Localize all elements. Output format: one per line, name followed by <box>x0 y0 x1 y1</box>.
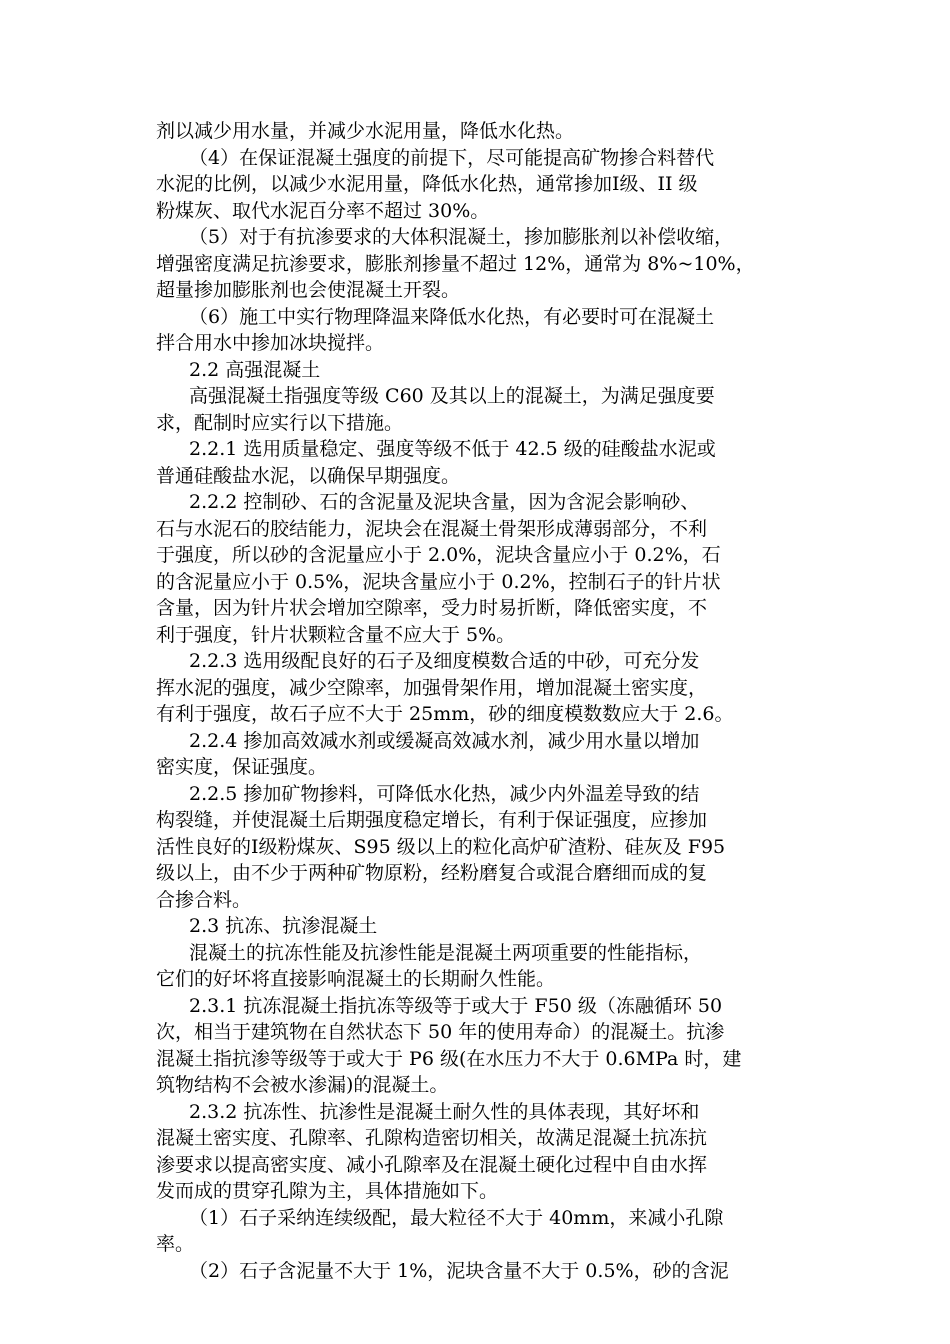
text-line: 2.2.1 选用质量稳定、强度等级不低于 42.5 级的硅酸盐水泥或 <box>189 438 716 460</box>
text-line: 粉煤灰、取代水泥百分率不超过 30%。 <box>156 199 490 222</box>
text-line: （5）对于有抗渗要求的大体积混凝土，掺加膨胀剂以补偿收缩， <box>189 226 734 248</box>
text-line: 混凝土的抗冻性能及抗渗性能是混凝土两项重要的性能指标， <box>189 941 703 964</box>
text-line: 活性良好的Ⅰ级粉煤灰、S95 级以上的粒化高炉矿渣粉、硅灰及 F95 <box>156 835 726 858</box>
text-line: （2）石子含泥量不大于 1%，泥块含量不大于 0.5%，砂的含泥 <box>189 1259 729 1282</box>
text-line: 混凝土密实度、孔隙率、孔隙构造密切相关，故满足混凝土抗冻抗 <box>156 1127 708 1149</box>
text-line: 合掺合料。 <box>156 888 252 911</box>
text-line: 求，配制时应实行以下措施。 <box>156 411 404 434</box>
text-line: 2.2.4 掺加高效减水剂或缓凝高效减水剂，减少用水量以增加 <box>189 729 700 752</box>
text-line: 它们的好坏将直接影响混凝土的长期耐久性能。 <box>156 968 556 990</box>
text-line: 密实度，保证强度。 <box>156 756 328 778</box>
text-line: 2.2.5 掺加矿物掺料，可降低水化热，减少内外温差导致的结 <box>189 782 700 805</box>
text-line: 利于强度，针片状颗粒含量不应大于 5%。 <box>156 623 516 646</box>
text-line: 普通硅酸盐水泥，以确保早期强度。 <box>156 464 461 487</box>
text-line: 超量掺加膨胀剂也会使混凝土开裂。 <box>156 279 461 301</box>
text-line: 2.2 高强混凝土 <box>189 358 321 381</box>
text-line: 发而成的贯穿孔隙为主，具体措施如下。 <box>156 1180 499 1202</box>
text-line: 次，相当于建筑物在自然状态下 50 年的使用寿命）的混凝土。抗渗 <box>156 1021 725 1043</box>
text-line: 有利于强度，故石子应不大于 25mm，砂的细度模数数应大于 2.6。 <box>156 703 734 725</box>
text-line: 2.2.2 控制砂、石的含泥量及泥块含量，因为含泥会影响砂、 <box>189 491 700 513</box>
text-line: 渗要求以提高密实度、减小孔隙率及在混凝土硬化过程中自由水挥 <box>156 1153 708 1176</box>
text-line: 混凝土指抗渗等级等于或大于 P6 级(在水压力不大于 0.6MPa 时，建 <box>156 1047 742 1070</box>
text-line: 于强度，所以砂的含泥量应小于 2.0%，泥块含量应小于 0.2%，石 <box>156 544 721 566</box>
text-line: 含量，因为针片状会增加空隙率，受力时易折断，降低密实度，不 <box>156 597 708 619</box>
text-line: 构裂缝，并使混凝土后期强度稳定增长，有利于保证强度，应掺加 <box>156 809 708 831</box>
text-line: 2.2.3 选用级配良好的石子及细度模数合适的中砂，可充分发 <box>189 650 700 672</box>
text-line: 级以上，由不少于两种矿物原粉，经粉磨复合或混合磨细而成的复 <box>156 862 708 884</box>
document-body <box>156 118 820 1284</box>
text-line: 剂以减少用水量，并减少水泥用量，降低水化热。 <box>156 120 575 142</box>
text-line: 的含泥量应小于 0.5%，泥块含量应小于 0.2%，控制石子的针片状 <box>156 570 721 593</box>
text-line: 2.3 抗冻、抗渗混凝土 <box>189 915 378 937</box>
text-line: 高强混凝土指强度等级 C60 及其以上的混凝土，为满足强度要 <box>189 385 715 407</box>
text-line: （6）施工中实行物理降温来降低水化热，有必要时可在混凝土 <box>189 305 715 328</box>
text-line: （4）在保证混凝土强度的前提下，尽可能提高矿物掺合料替代 <box>189 146 715 169</box>
text-line: 水泥的比例，以减少水泥用量，降低水化热，通常掺加Ⅰ级、II 级 <box>156 173 698 195</box>
text-line: 2.3.2 抗冻性、抗渗性是混凝土耐久性的具体表现，其好坏和 <box>189 1100 700 1123</box>
text-line: 增强密度满足抗渗要求，膨胀剂掺量不超过 12%，通常为 8%~10%， <box>156 252 755 275</box>
text-line: 拌合用水中掺加冰块搅拌。 <box>156 332 385 354</box>
text-line: 率。 <box>156 1233 195 1255</box>
text-line: （1）石子采纳连续级配，最大粒径不大于 40mm，来减小孔隙 <box>189 1206 724 1229</box>
text-line: 挥水泥的强度，减少空隙率，加强骨架作用，增加混凝土密实度， <box>156 676 708 699</box>
text-line: 筑物结构不会被水渗漏)的混凝土。 <box>156 1074 449 1096</box>
text-line: 2.3.1 抗冻混凝土指抗冻等级等于或大于 F50 级（冻融循环 50 <box>189 994 723 1017</box>
text-line: 石与水泥石的胶结能力，泥块会在混凝土骨架形成薄弱部分，不利 <box>156 517 708 540</box>
